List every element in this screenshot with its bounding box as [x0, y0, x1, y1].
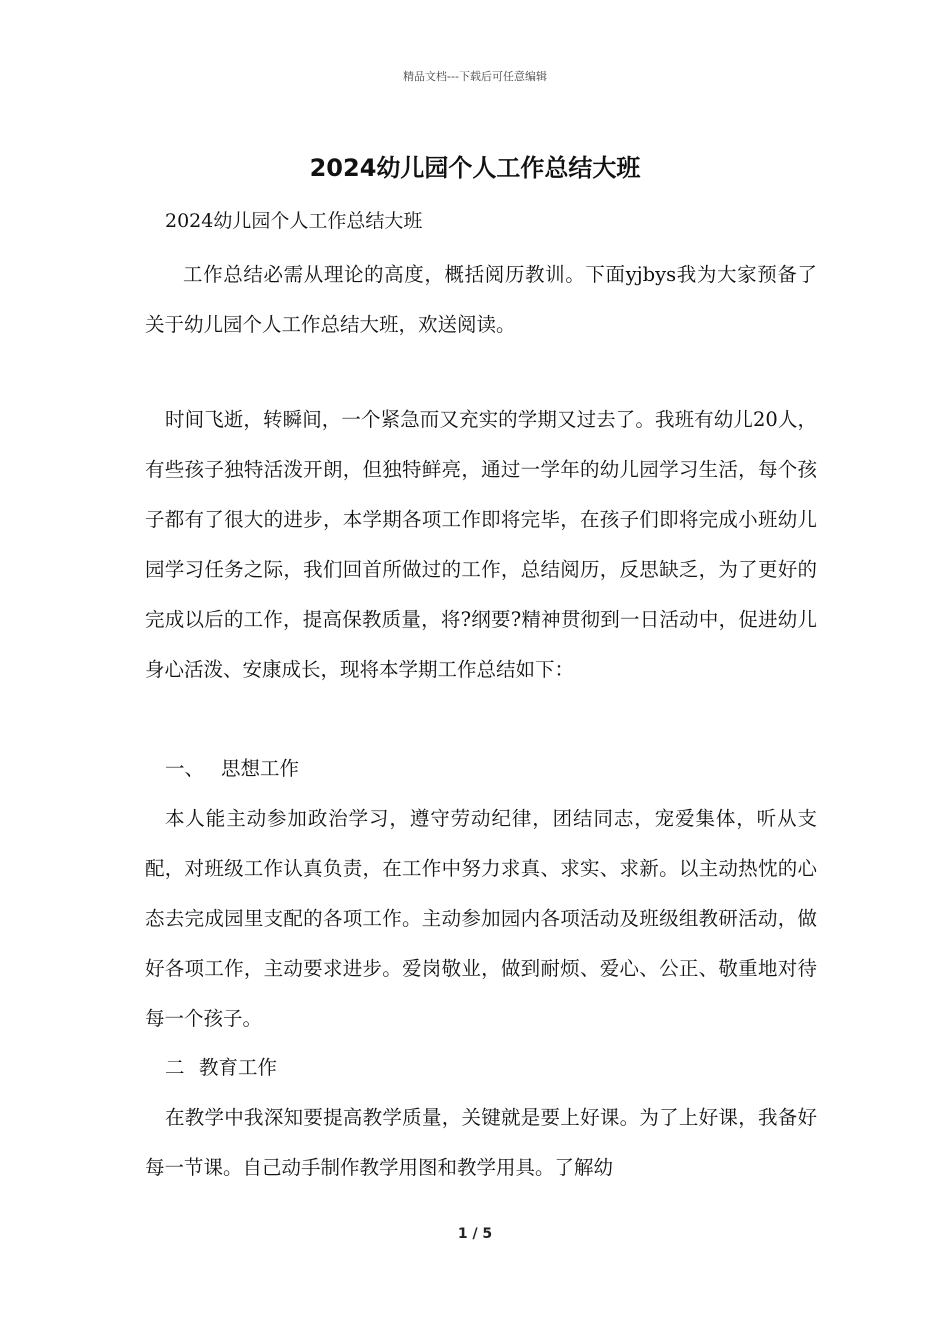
section-label: 思想工作 — [221, 757, 300, 780]
subtitle: 2024幼儿园个人工作总结大班 — [165, 210, 423, 232]
section-number: 一、 — [165, 757, 205, 780]
section-number: 二 — [165, 1056, 185, 1079]
paragraph-education-work: 在教学中我深知要提高教学质量，关键就是要上好课。为了上好课，我备好每一节课。自己动手制作教学用图和教学用具。了解幼 — [145, 1106, 817, 1179]
page-number: 1 / 5 — [457, 1226, 493, 1242]
header-note: 精品文档---下载后可任意编辑 — [403, 70, 547, 83]
paragraph-summary-opening: 时间飞逝，转瞬间，一个紧急而又充实的学期又过去了。我班有幼儿20人，有些孩子独特活泼开朗，但独特鲜亮，通过一学年的幼儿园学习生活，每个孩子都有了很大的进步，本学期各项工作即将完毕，在孩子们即将完成小班幼儿园学习任务之际，我们回首所做过的工作，总结阅历，反思缺乏，为了更好的完成以后的工作，提高保教质量，将?纲要?精神贯彻到一日活动中，促进幼儿身心活泼、安康成长，现将本学期工作总结如下： — [145, 408, 817, 681]
paragraph-thought-work: 本人能主动参加政治学习，遵守劳动纪律，团结同志，宠爱集体，听从支配，对班级工作认真负责，在工作中努力求真、求实、求新。以主动热忱的心态去完成园里支配的各项工作。主动参加园内各项活动及班级组教研活动，做好各项工作，主动要求进步。爱岗敬业，做到耐烦、爱心、公正、敬重地对待每一个孩子。 — [145, 807, 817, 1030]
section-heading-education-work — [165, 1043, 277, 1093]
section-heading-thought-work — [165, 744, 299, 794]
section-label: 教育工作 — [199, 1056, 278, 1079]
page-title: 2024幼儿园个人工作总结大班 — [309, 154, 641, 182]
intro-paragraph: 工作总结必需从理论的高度，概括阅历教训。下面yjbys我为大家预备了关于幼儿园个人工作总结大班，欢送阅读。 — [145, 263, 817, 336]
